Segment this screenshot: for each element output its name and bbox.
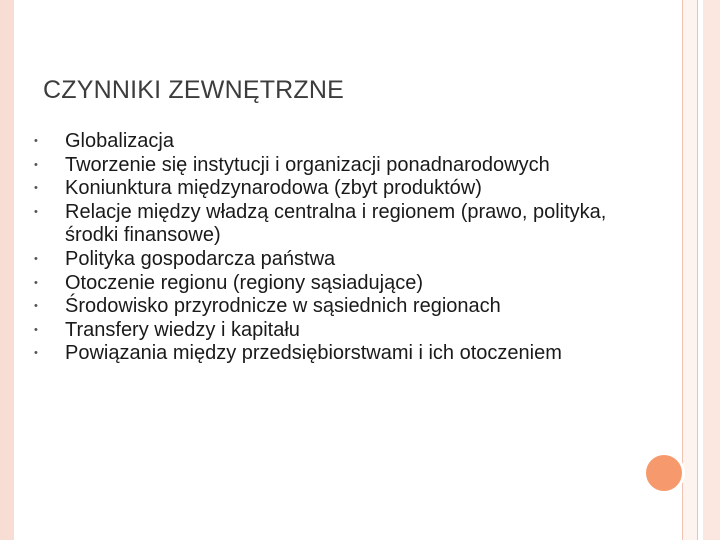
bullet-icon: • <box>34 323 38 336</box>
list-item <box>34 201 634 248</box>
bullet-icon: • <box>34 205 38 218</box>
bullet-list <box>34 130 634 366</box>
bullet-icon: • <box>34 300 38 313</box>
bullet-icon: • <box>34 135 38 147</box>
decorative-circle <box>643 452 685 494</box>
left-decorative-band <box>0 0 14 540</box>
list-item-text: Polityka gospodarcza państwa <box>65 247 336 270</box>
bullet-icon: • <box>34 252 38 265</box>
list-item-text: Transfery wiedzy i kapitału <box>65 318 300 341</box>
list-item-text: Globalizacja <box>65 130 174 152</box>
bullet-icon: • <box>34 158 38 171</box>
list-item-text: Koniunktura międzynarodowa (zbyt produktów) <box>65 177 482 200</box>
right-decorative-frame <box>682 0 698 540</box>
slide-title: CZYNNIKI ZEWNĘTRZNE <box>43 76 345 104</box>
list-item-text: Tworzenie się instytucji i organizacji ponadnarodowych <box>65 153 550 176</box>
list-item <box>34 130 634 154</box>
list-item <box>34 342 634 366</box>
bullet-icon: • <box>34 347 38 360</box>
list-item <box>34 154 634 178</box>
list-item <box>34 248 634 272</box>
bullet-icon: • <box>34 276 38 289</box>
list-item <box>34 295 634 319</box>
list-item <box>34 272 634 296</box>
list-item-text: Relacje między władzą centralna i regionem (prawo, polityka, środki finansowe) <box>65 200 607 247</box>
list-item-text: Otoczenie regionu (regiony sąsiadujące) <box>65 271 423 294</box>
list-item-text: Powiązania między przedsiębiorstwami i ich otoczeniem <box>65 342 562 365</box>
bullet-icon: • <box>34 182 38 195</box>
list-item <box>34 177 634 201</box>
list-item-text: Środowisko przyrodnicze w sąsiednich regionach <box>65 295 501 318</box>
right-decorative-band <box>703 0 720 540</box>
list-item <box>34 319 634 343</box>
